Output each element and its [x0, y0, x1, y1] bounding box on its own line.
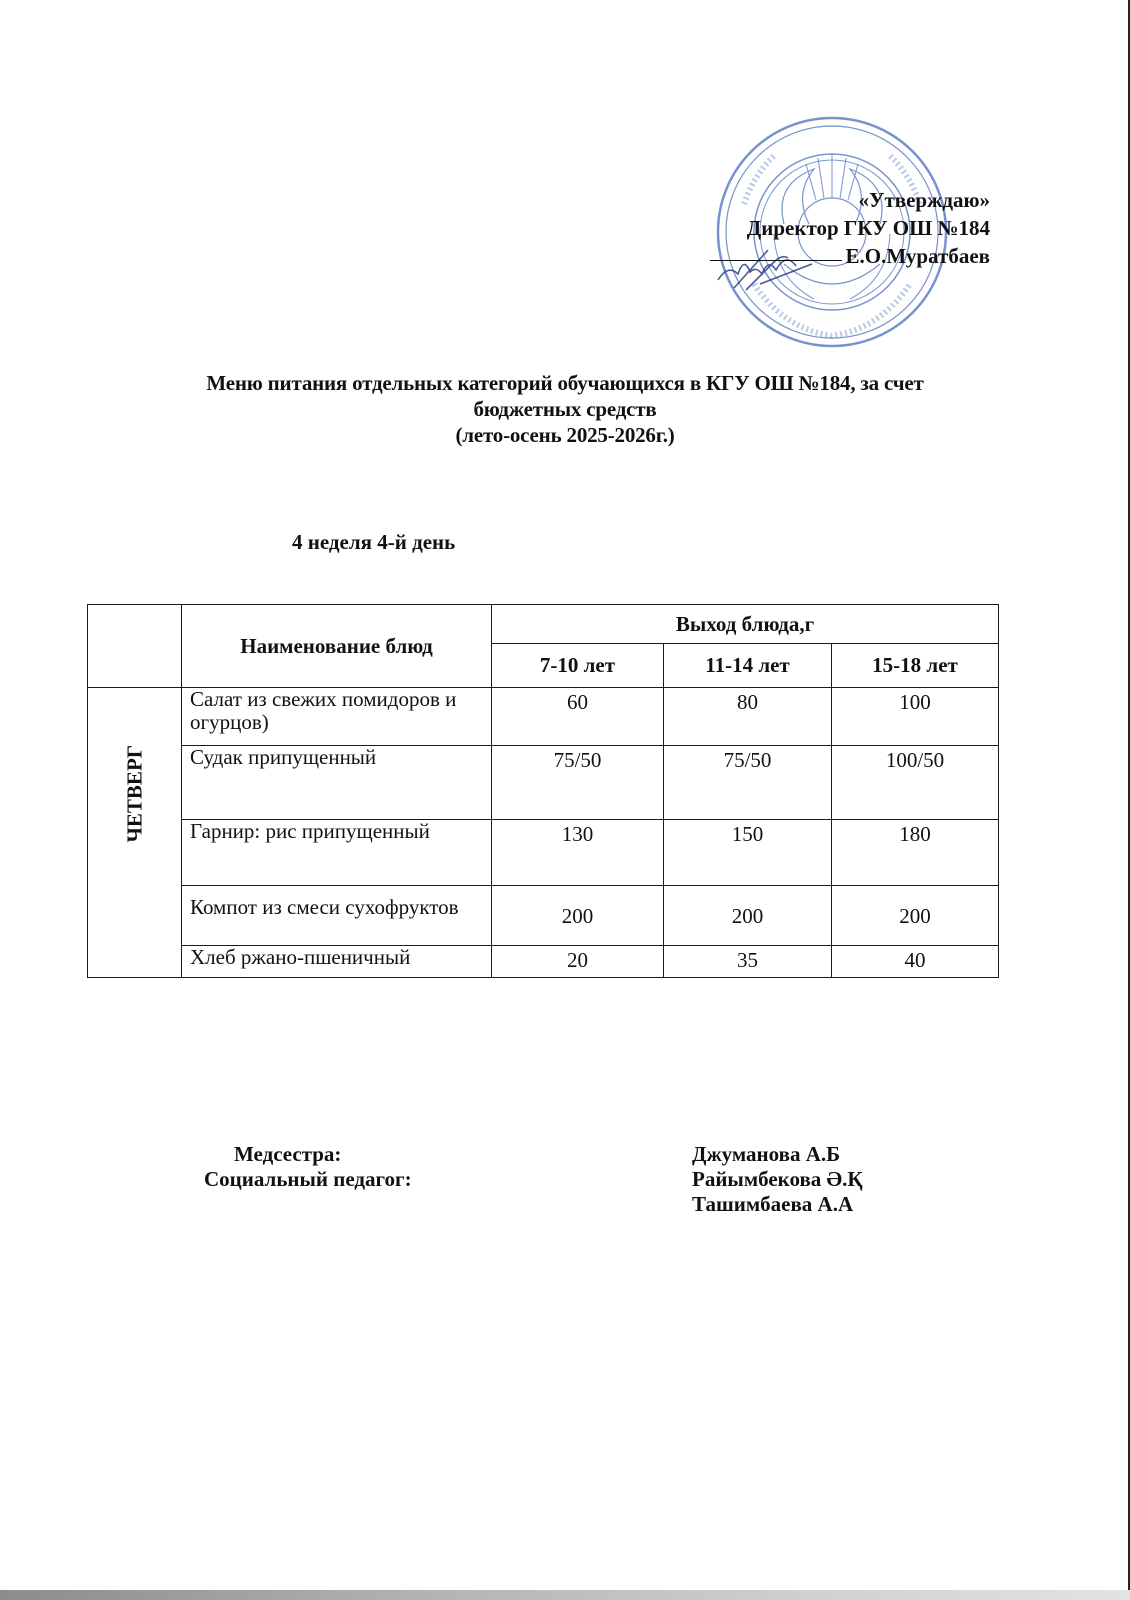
yield-value: 200	[664, 886, 832, 946]
yield-value: 180	[832, 820, 999, 886]
week-day-label: 4 неделя 4-й день	[292, 530, 456, 554]
scan-bottom-strip	[0, 1590, 1130, 1600]
yield-value: 200	[832, 886, 999, 946]
staff-name: Ташимбаева А.А	[692, 1192, 854, 1216]
nurse-label: Медсестра:	[234, 1142, 342, 1166]
table-row	[88, 886, 999, 946]
table-row	[88, 820, 999, 886]
dish-name: Салат из свежих помидоров и огурцов)	[182, 688, 492, 746]
staff-roles	[204, 1142, 412, 1192]
dish-name: Гарнир: рис припущенный	[182, 820, 492, 886]
table-row	[88, 746, 999, 820]
yield-value: 150	[664, 820, 832, 886]
age-group-header: 11-14 лет	[664, 644, 832, 688]
yield-value: 75/50	[664, 746, 832, 820]
dish-name: Хлеб ржано-пшеничный	[182, 946, 492, 978]
menu-table	[87, 604, 999, 978]
yield-value: 80	[664, 688, 832, 746]
staff-name: Джуманова А.Б	[692, 1142, 841, 1166]
day-label: ЧЕТВЕРГ	[122, 744, 146, 843]
yield-value: 100/50	[832, 746, 999, 820]
yield-value: 200	[492, 886, 664, 946]
age-group-header: 7-10 лет	[492, 644, 664, 688]
staff-names	[692, 1142, 863, 1217]
title-line-3: (лето-осень 2025-2026г.)	[455, 423, 675, 447]
yield-value: 100	[832, 688, 999, 746]
approval-block	[710, 186, 991, 270]
yield-value: 40	[832, 946, 999, 978]
yield-value: 20	[492, 946, 664, 978]
yield-value: 130	[492, 820, 664, 886]
dish-name: Судак припущенный	[182, 746, 492, 820]
yield-value: 60	[492, 688, 664, 746]
table-row	[88, 946, 999, 978]
staff-name: Райымбекова Ә.Қ	[692, 1167, 863, 1191]
yield-value: 35	[664, 946, 832, 978]
approval-name: Е.О.Муратбаев	[845, 244, 990, 268]
dish-name: Компот из смеси сухофруктов	[182, 886, 492, 946]
document-title	[60, 370, 1070, 448]
age-group-header: 15-18 лет	[832, 644, 999, 688]
social-pedagogue-label: Социальный педагог:	[204, 1167, 412, 1191]
title-line-1: Меню питания отдельных категорий обучающихся в КГУ ОШ №184, за счет	[206, 371, 924, 395]
approval-position: Директор ГКУ ОШ №184	[746, 216, 990, 240]
yield-header: Выход блюда,г	[492, 605, 999, 644]
title-line-2: бюджетных средств	[473, 397, 657, 421]
table-row	[88, 688, 999, 746]
day-cell	[88, 688, 182, 978]
approval-heading: «Утверждаю»	[858, 188, 990, 212]
day-header-empty	[88, 605, 182, 688]
signature-line	[710, 259, 842, 261]
dish-name-header: Наименование блюд	[182, 605, 492, 688]
approval-signatory	[710, 242, 991, 270]
yield-value: 75/50	[492, 746, 664, 820]
